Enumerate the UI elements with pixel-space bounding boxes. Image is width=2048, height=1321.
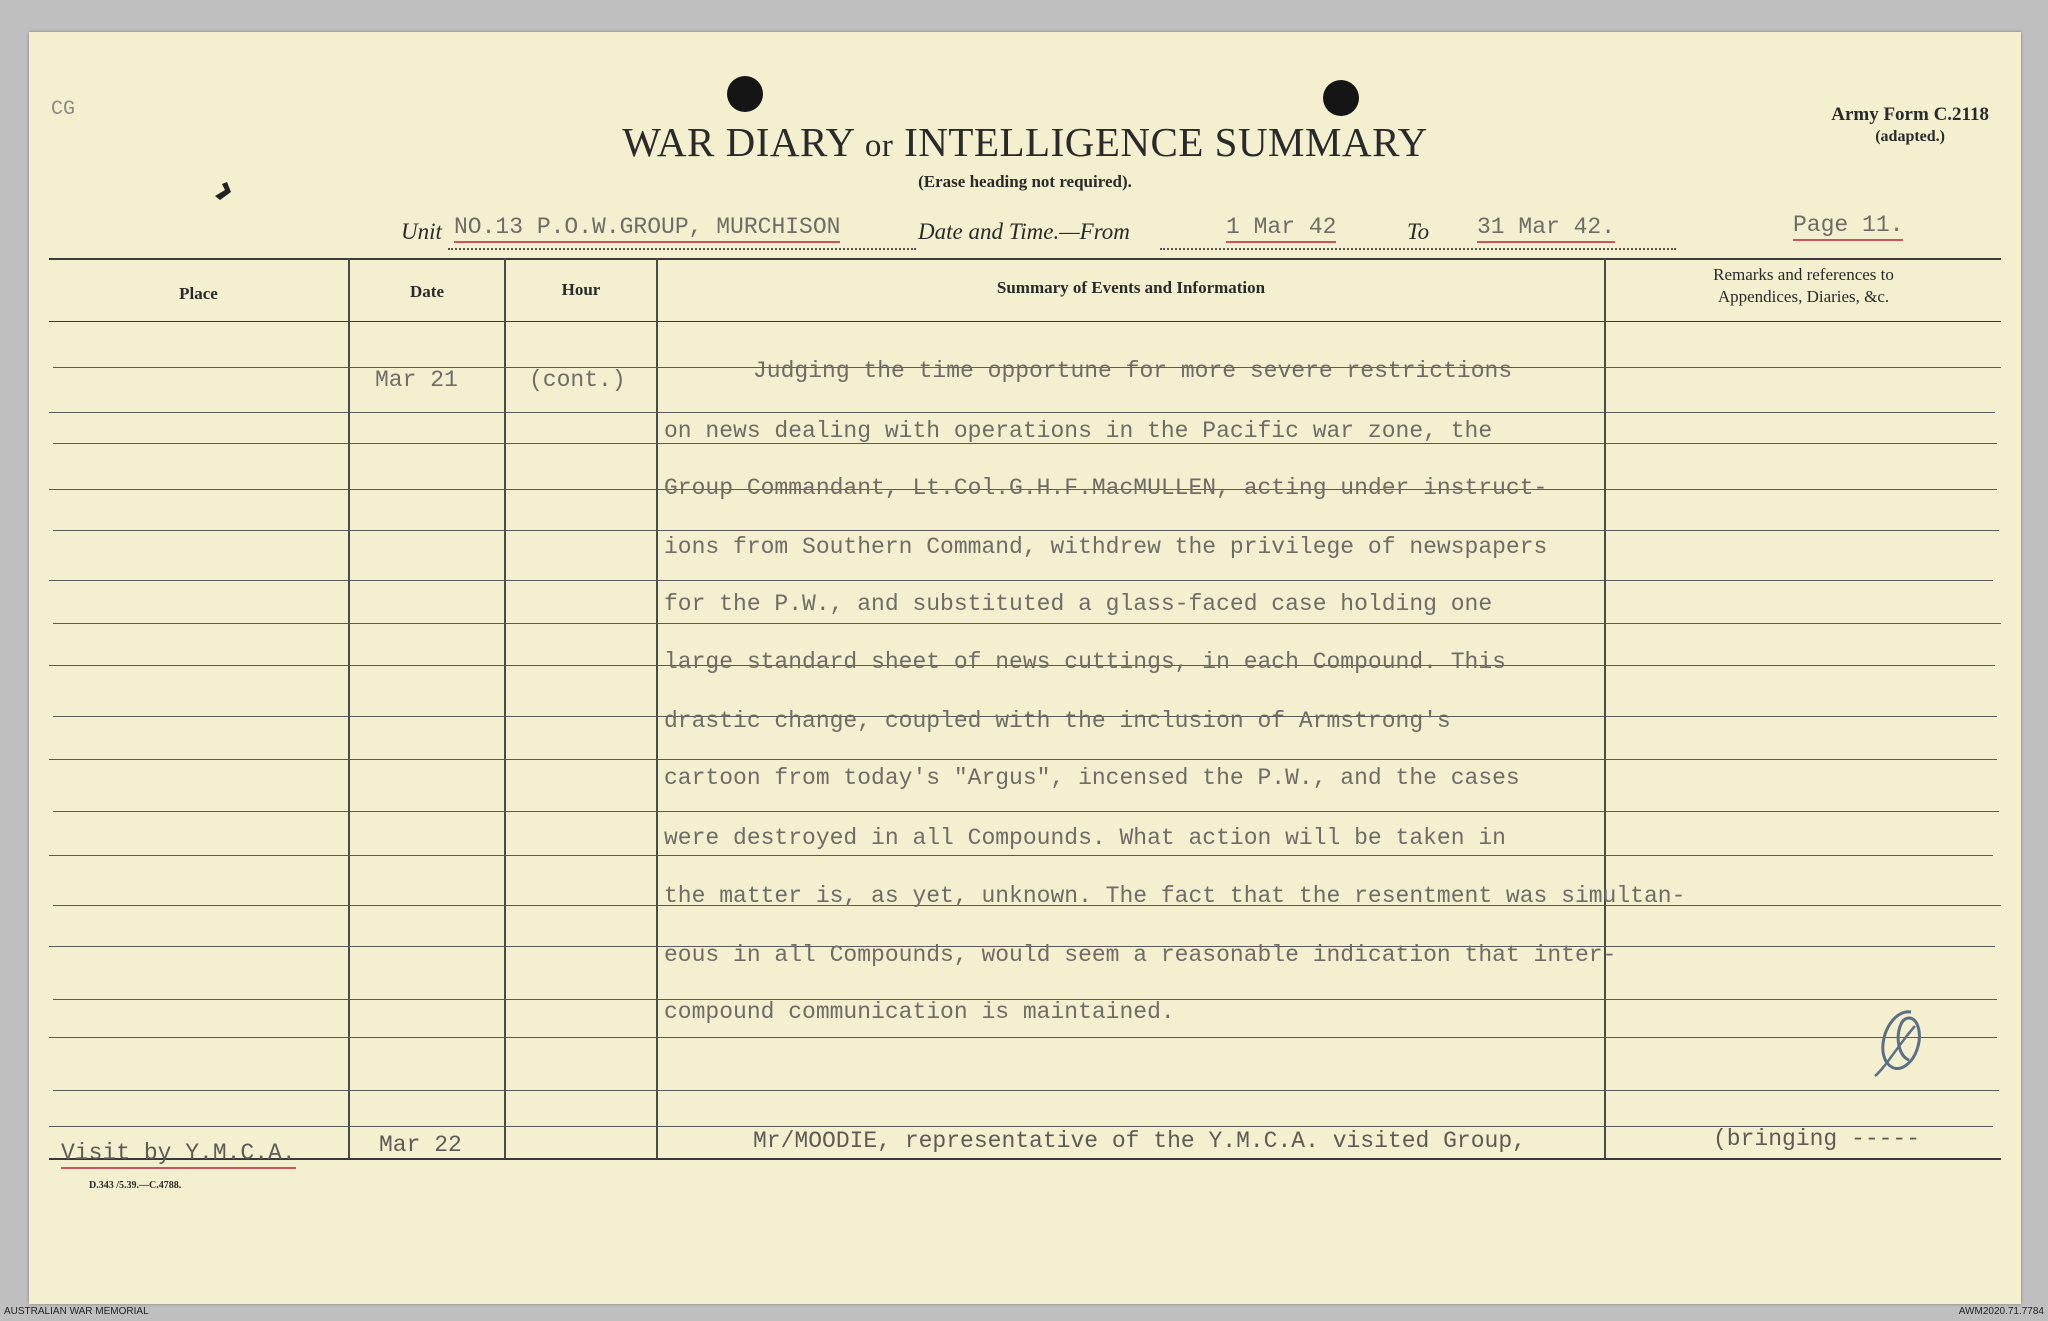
footer-left: AUSTRALIAN WAR MEMORIAL bbox=[4, 1306, 149, 1317]
ruled-line bbox=[49, 412, 1995, 413]
to-label: To bbox=[1407, 219, 1430, 244]
entry2-place: Visit by Y.M.C.A. bbox=[61, 1139, 296, 1169]
entry1-line: drastic change, coupled with the inclusion of Armstrong's bbox=[664, 708, 1451, 734]
entry1-hour: (cont.) bbox=[529, 367, 626, 393]
entry1-line: large standard sheet of news cuttings, in each Compound. This bbox=[664, 649, 1506, 675]
entry1-line: Group Commandant, Lt.Col.G.H.F.MacMULLEN, acting under instruct- bbox=[664, 475, 1548, 501]
to-value: 31 Mar 42. bbox=[1477, 213, 1615, 243]
header-bottom-border bbox=[49, 321, 2001, 322]
form-title: WAR DIARY or INTELLIGENCE SUMMARY bbox=[622, 119, 1428, 165]
date-time-label: Date and Time.—From bbox=[918, 219, 1130, 244]
footer-right: AWM2020.71.7784 bbox=[1958, 1306, 2044, 1317]
entry1-line: for the P.W., and substituted a glass-faced case holding one bbox=[664, 591, 1493, 617]
ruled-line bbox=[49, 580, 1993, 581]
col-divider-summary bbox=[1604, 258, 1606, 1158]
form-subtitle: (Erase heading not required). bbox=[918, 172, 1132, 191]
entry1-line: the matter is, as yet, unknown. The fact that the resentment was simultan- bbox=[664, 883, 1686, 909]
entry1-line: compound communication is maintained. bbox=[664, 999, 1175, 1025]
page-value: Page 11. bbox=[1793, 211, 1903, 241]
entry1-line: on news dealing with operations in the Pacific war zone, the bbox=[664, 418, 1493, 444]
ruled-line bbox=[53, 623, 2001, 624]
col-header-summary: Summary of Events and Information bbox=[996, 278, 1266, 297]
entry2-date: Mar 22 bbox=[379, 1132, 462, 1158]
entry1-line: eous in all Compounds, would seem a reasonable indication that inter- bbox=[664, 942, 1617, 968]
army-form-sub: (adapted.) bbox=[1875, 128, 1945, 145]
punch-hole-left bbox=[727, 76, 763, 112]
army-form-number: Army Form C.2118 bbox=[1831, 104, 1989, 125]
entry2-text: Mr/MOODIE, representative of the Y.M.C.A. visited Group, bbox=[753, 1128, 1526, 1154]
entry1-line: were destroyed in all Compounds. What action will be taken in bbox=[664, 825, 1506, 851]
col-divider-hour bbox=[656, 258, 658, 1158]
corner-mark: CG bbox=[51, 98, 76, 121]
entry1-line: Judging the time opportune for more severe restrictions bbox=[753, 358, 1513, 384]
unit-value: NO.13 P.O.W.GROUP, MURCHISON bbox=[454, 213, 840, 243]
col-header-remarks: Remarks and references to Appendices, Diaries, &c. bbox=[1713, 265, 1894, 306]
entry2-remark: (bringing ----- bbox=[1713, 1126, 1921, 1152]
ruled-line bbox=[53, 1090, 1999, 1091]
col-header-place: Place bbox=[179, 284, 218, 303]
col-header-date: Date bbox=[410, 282, 444, 301]
unit-label: Unit bbox=[401, 219, 442, 244]
unit-dotted-line bbox=[448, 248, 916, 250]
table-bottom-border bbox=[49, 1158, 2001, 1160]
entry1-line: cartoon from today's "Argus", incensed the P.W., and the cases bbox=[664, 765, 1520, 791]
form-code: D.343 /5.39.—C.4788. bbox=[89, 1180, 182, 1191]
col-header-hour: Hour bbox=[561, 280, 601, 299]
punch-hole-right bbox=[1323, 80, 1359, 116]
col-divider-place bbox=[348, 258, 350, 1158]
diary-page bbox=[29, 32, 2021, 1304]
ruled-line bbox=[49, 759, 1997, 760]
entry1-line: ions from Southern Command, withdrew the privilege of newspapers bbox=[664, 534, 1548, 560]
from-value: 1 Mar 42 bbox=[1226, 213, 1336, 243]
col-divider-date bbox=[504, 258, 506, 1158]
table-top-border bbox=[49, 258, 2001, 260]
ruled-line bbox=[49, 1126, 1993, 1127]
entry1-date: Mar 21 bbox=[375, 367, 458, 393]
ruled-line bbox=[53, 530, 1999, 531]
ruled-line bbox=[53, 811, 1999, 812]
ruled-line bbox=[49, 855, 1993, 856]
date-dotted-line bbox=[1160, 248, 1676, 250]
ruled-line bbox=[49, 1037, 1997, 1038]
initials-signature-icon bbox=[1869, 1004, 1933, 1082]
